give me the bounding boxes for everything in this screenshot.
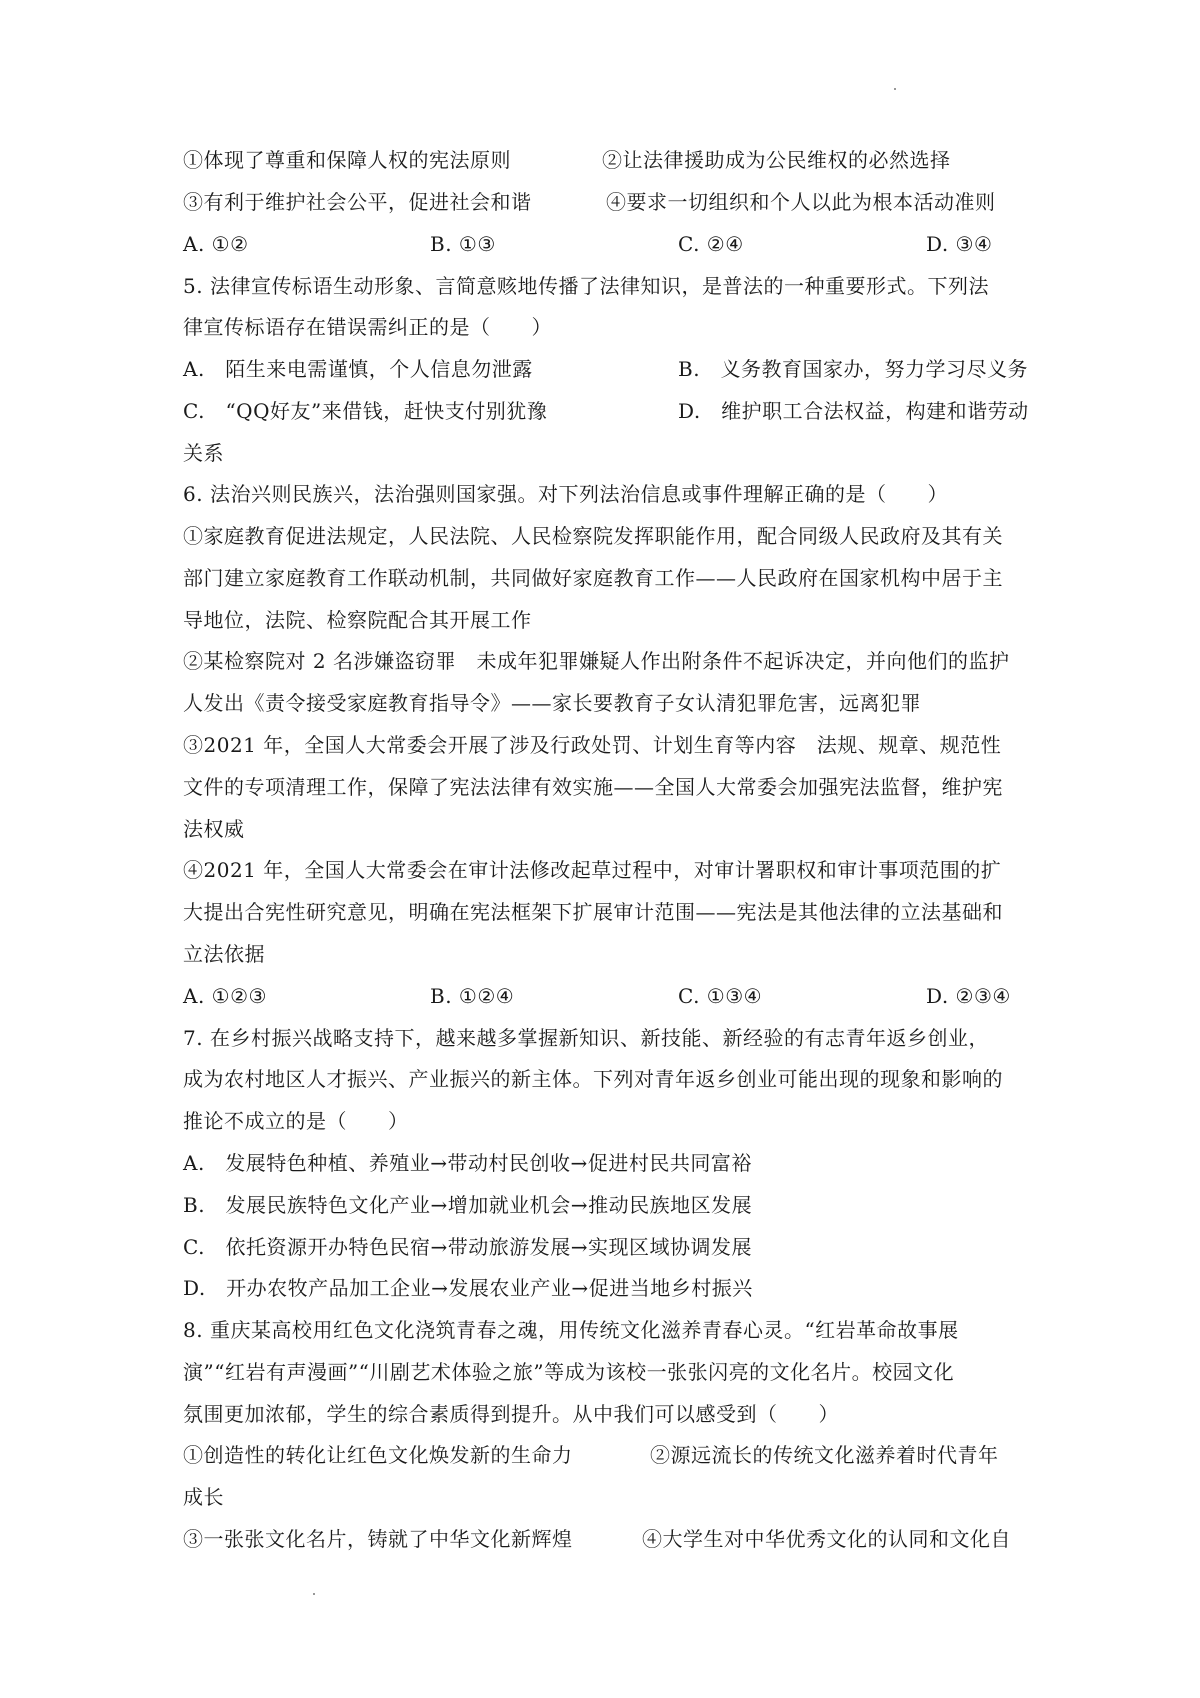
q4-option-b: B. ①③	[430, 232, 496, 256]
q7-stem-line-2: 成为农村地区人才振兴、产业振兴的新主体。下列对青年返乡创业可能出现的现象和影响的	[183, 1067, 1003, 1091]
q6-option-d: D. ②③④	[926, 984, 1011, 1008]
q4-option-d: D. ③④	[926, 232, 993, 256]
q8-statement-4: ④大学生对中华优秀文化的认同和文化自	[642, 1527, 1011, 1551]
q7-stem-line-3: 推论不成立的是（ ）	[183, 1109, 409, 1133]
q6-item-4-line-1: ④2021 年，全国人大常委会在审计法修改起草过程中，对审计署职权和审计事项范围的扩	[183, 858, 1002, 882]
q4-statement-4: ④要求一切组织和个人以此为根本活动准则	[606, 190, 996, 214]
scan-dot-bottom	[313, 1593, 315, 1595]
q6-item-2-line-1: ②某检察院对 2 名涉嫌盗窃罪 未成年犯罪嫌疑人作出附条件不起诉决定，并向他们的监护	[183, 649, 1010, 673]
q8-stem-line-1: 8. 重庆某高校用红色文化浇筑青春之魂，用传统文化滋养青春心灵。“红岩革命故事展	[183, 1318, 959, 1342]
q5-option-c: C. “QQ好友”来借钱，赶快支付别犹豫	[183, 399, 548, 423]
q7-option-b: B. 发展民族特色文化产业→增加就业机会→推动民族地区发展	[183, 1193, 753, 1217]
q5-option-d: D. 维护职工合法权益，构建和谐劳动	[678, 399, 1029, 423]
q8-statement-3: ③一张张文化名片，铸就了中华文化新辉煌	[183, 1527, 573, 1551]
q7-option-a: A. 发展特色种植、养殖业→带动村民创收→促进村民共同富裕	[183, 1151, 752, 1175]
q4-option-c: C. ②④	[678, 232, 744, 256]
q6-item-1-line-2: 部门建立家庭教育工作联动机制，共同做好家庭教育工作——人民政府在国家机构中居于主	[183, 566, 1003, 590]
q6-stem: 6. 法治兴则民族兴，法治强则国家强。对下列法治信息或事件理解正确的是（ ）	[183, 482, 948, 506]
q7-option-c: C. 依托资源开办特色民宿→带动旅游发展→实现区域协调发展	[183, 1235, 752, 1259]
q5-option-b: B. 义务教育国家办，努力学习尽义务	[678, 357, 1029, 381]
q5-stem-line-1: 5. 法律宣传标语生动形象、言简意赅地传播了法律知识，是普法的一种重要形式。下列法	[183, 274, 989, 298]
q6-option-c: C. ①③④	[678, 984, 763, 1008]
q6-option-a: A. ①②③	[183, 984, 267, 1008]
q8-statement-1: ①创造性的转化让红色文化焕发新的生命力	[183, 1443, 573, 1467]
q6-item-3-line-2: 文件的专项清理工作，保障了宪法法律有效实施——全国人大常委会加强宪法监督，维护宪	[183, 775, 1003, 799]
q4-statement-1: ①体现了尊重和保障人权的宪法原则	[183, 148, 511, 172]
scan-dot-top	[894, 88, 896, 90]
q7-option-d: D. 开办农牧产品加工企业→发展农业产业→促进当地乡村振兴	[183, 1276, 753, 1300]
q4-statement-3: ③有利于维护社会公平，促进社会和谐	[183, 190, 532, 214]
q8-statement-2-continued: 成长	[183, 1485, 224, 1509]
q6-item-1-line-3: 导地位，法院、检察院配合其开展工作	[183, 608, 532, 632]
q6-item-2-line-2: 人发出《责令接受家庭教育指导令》——家长要教育子女认清犯罪危害，远离犯罪	[183, 691, 921, 715]
q5-stem-line-2: 律宣传标语存在错误需纠正的是（ ）	[183, 315, 552, 339]
q5-option-a: A. 陌生来电需谨慎，个人信息勿泄露	[183, 357, 533, 381]
q4-statement-2: ②让法律援助成为公民维权的必然选择	[602, 148, 951, 172]
q4-option-a: A. ①②	[183, 232, 249, 256]
q7-stem-line-1: 7. 在乡村振兴战略支持下，越来越多掌握新知识、新技能、新经验的有志青年返乡创业，	[183, 1026, 989, 1050]
q8-statement-2: ②源远流长的传统文化滋养着时代青年	[650, 1443, 999, 1467]
q6-item-3-line-3: 法权威	[183, 817, 245, 841]
q8-stem-line-2: 演”“红岩有声漫画”“川剧艺术体验之旅”等成为该校一张张闪亮的文化名片。校园文化	[183, 1360, 955, 1384]
q6-item-3-line-1: ③2021 年，全国人大常委会开展了涉及行政处罚、计划生育等内容 法规、规章、规范性	[183, 733, 1002, 757]
q6-option-b: B. ①②④	[430, 984, 515, 1008]
q6-item-1-line-1: ①家庭教育促进法规定，人民法院、人民检察院发挥职能作用，配合同级人民政府及其有关	[183, 524, 1003, 548]
q5-option-d-continued: 关系	[183, 441, 224, 465]
q8-stem-line-3: 氛围更加浓郁，学生的综合素质得到提升。从中我们可以感受到（ ）	[183, 1402, 839, 1426]
q6-item-4-line-2: 大提出合宪性研究意见，明确在宪法框架下扩展审计范围——宪法是其他法律的立法基础和	[183, 900, 1003, 924]
q6-item-4-line-3: 立法依据	[183, 942, 265, 966]
